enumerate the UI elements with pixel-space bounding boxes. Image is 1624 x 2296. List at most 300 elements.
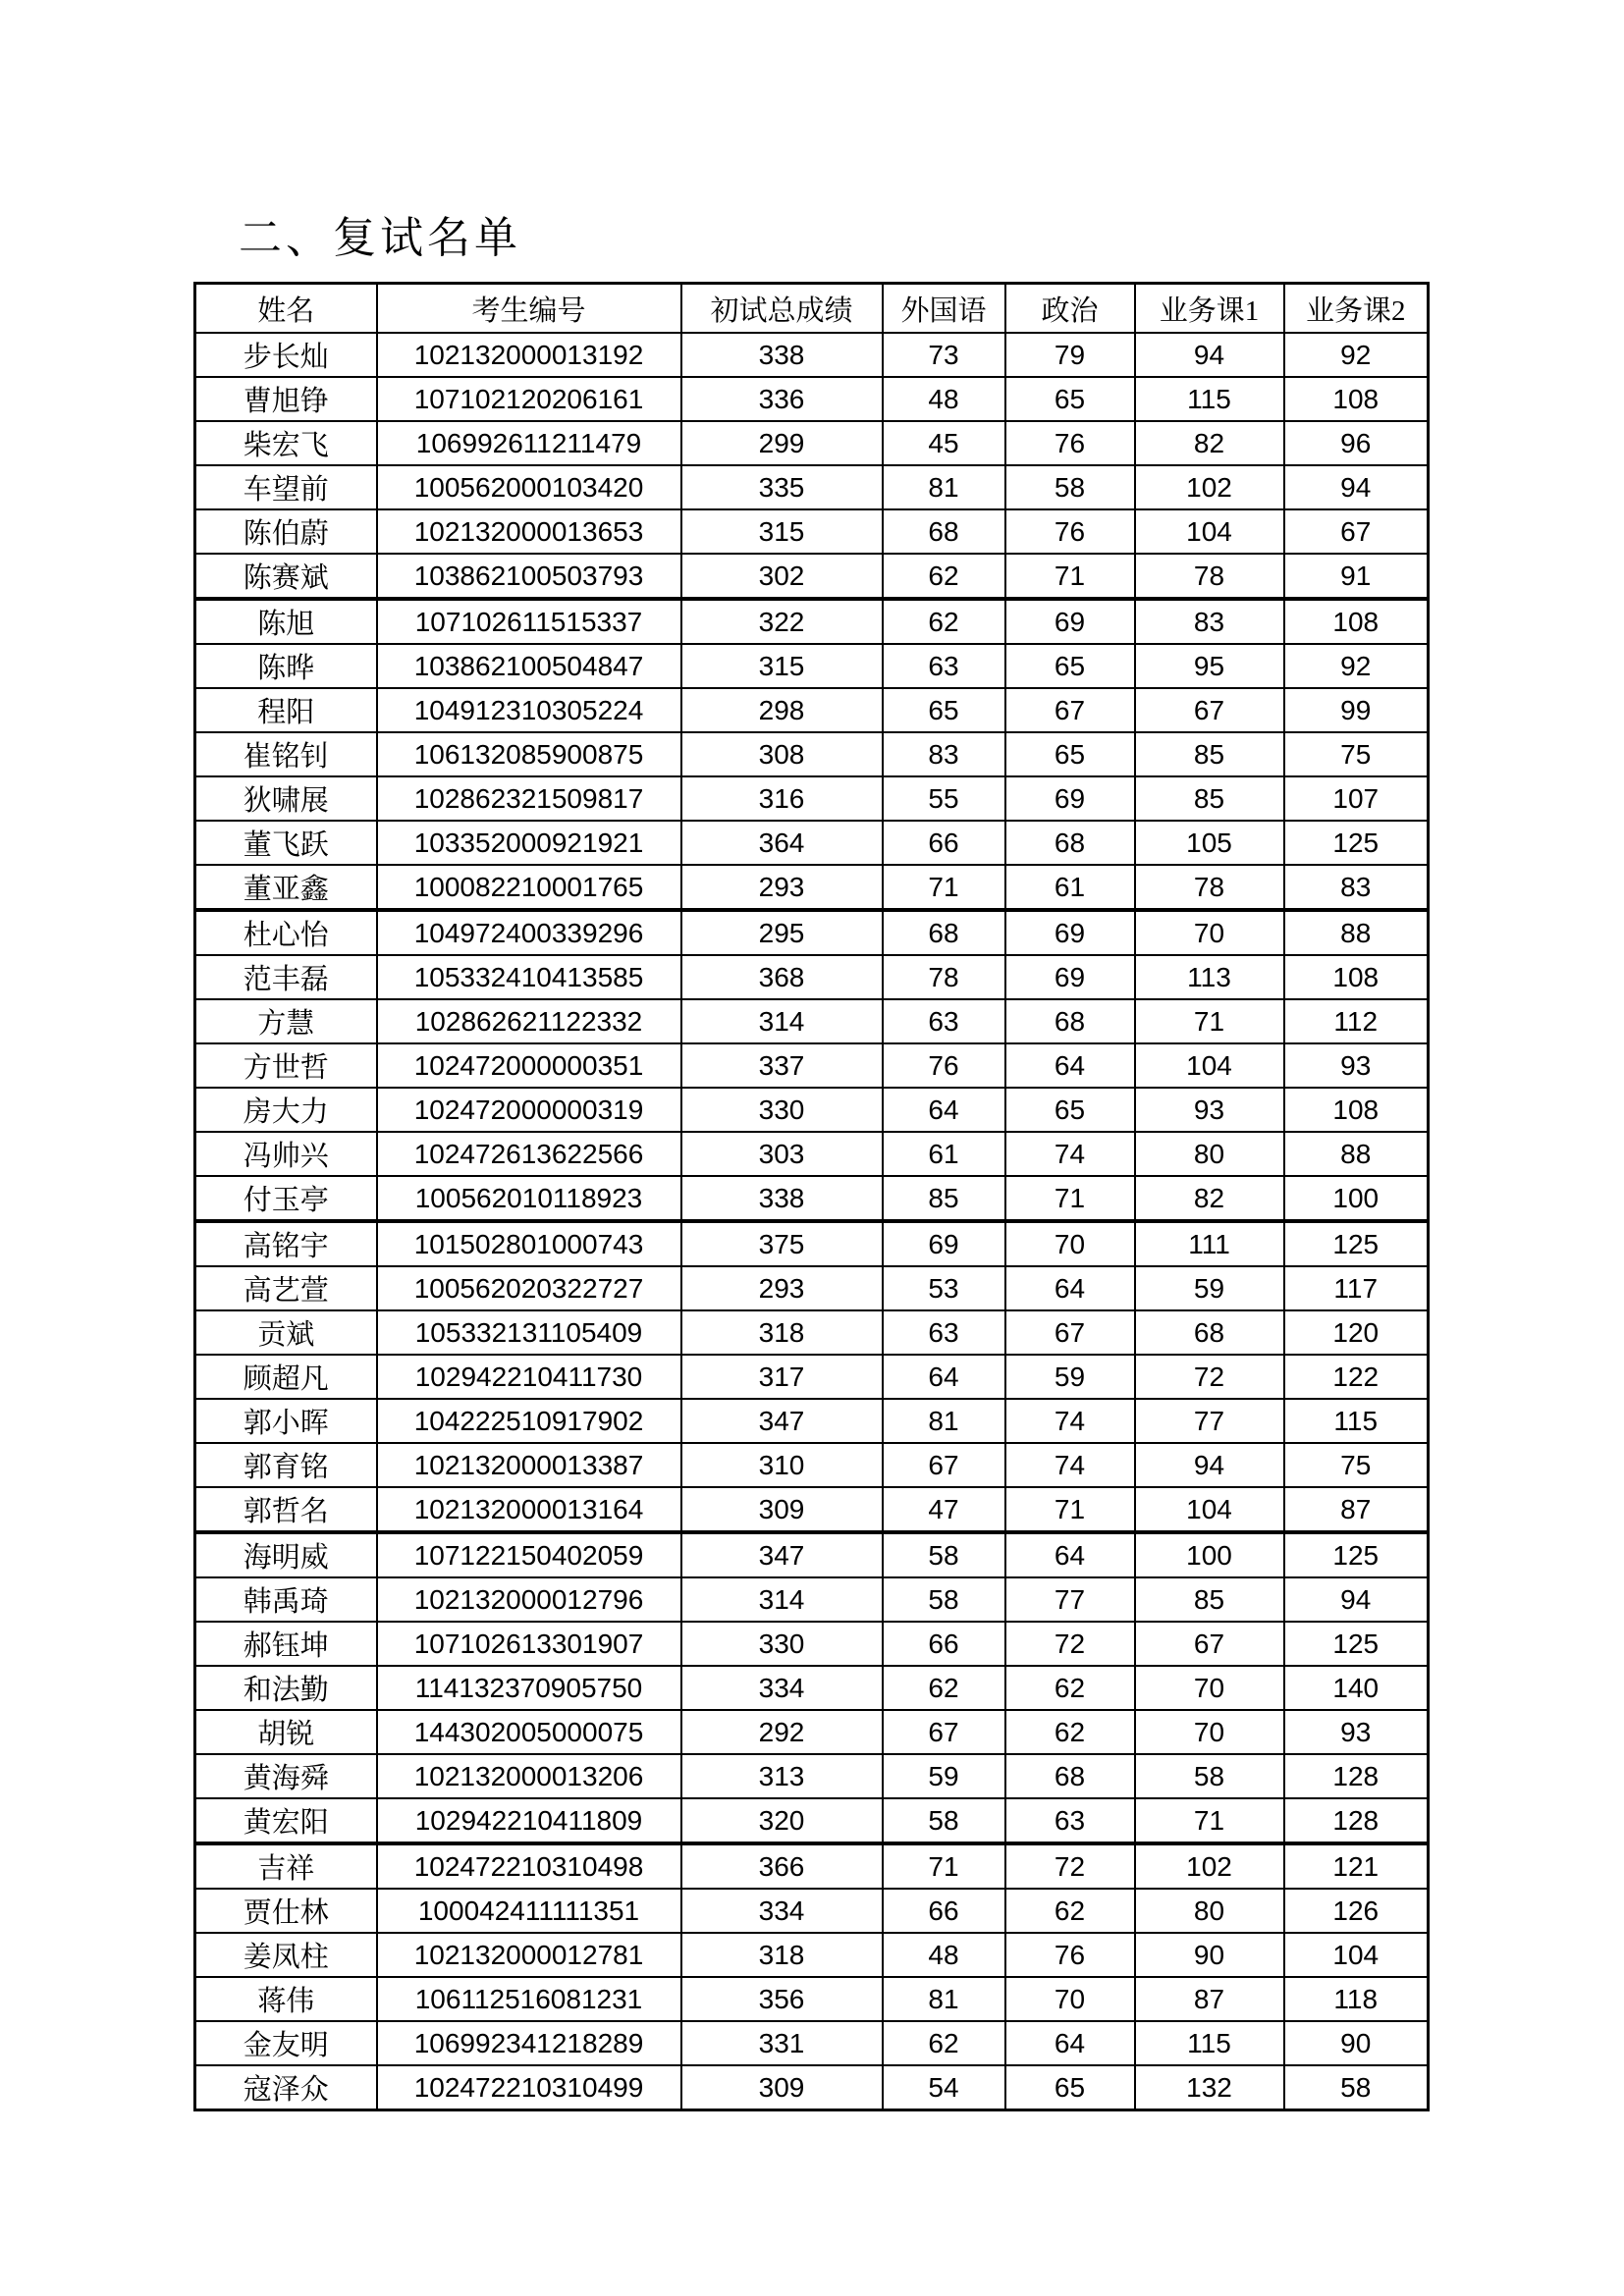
cell-politics: 69 [1005,599,1135,644]
cell-id: 100042411111351 [377,1889,681,1933]
cell-course2: 94 [1284,465,1429,509]
cell-name: 韩禹琦 [195,1577,377,1622]
cell-name: 海明威 [195,1532,377,1577]
table-header [195,284,1429,334]
cell-course1: 83 [1135,599,1284,644]
cell-course2: 94 [1284,1577,1429,1622]
cell-politics: 65 [1005,732,1135,776]
col-header-id: 考生编号 [377,284,681,334]
cell-foreign: 81 [883,465,1005,509]
cell-total: 334 [681,1666,883,1710]
cell-course1: 77 [1135,1399,1284,1443]
cell-total: 356 [681,1977,883,2021]
table-row [195,2021,1429,2065]
cell-course2: 125 [1284,1622,1429,1666]
cell-politics: 65 [1005,1088,1135,1132]
table-row [195,333,1429,377]
cell-foreign: 66 [883,1622,1005,1666]
cell-name: 贡斌 [195,1310,377,1355]
cell-foreign: 62 [883,2021,1005,2065]
cell-politics: 74 [1005,1399,1135,1443]
cell-id: 103352000921921 [377,821,681,865]
cell-id: 102472613622566 [377,1132,681,1176]
cell-course1: 95 [1135,644,1284,688]
cell-course2: 99 [1284,688,1429,732]
cell-id: 102472210310499 [377,2065,681,2110]
cell-politics: 62 [1005,1710,1135,1754]
cell-total: 368 [681,955,883,999]
cell-foreign: 47 [883,1487,1005,1532]
cell-total: 320 [681,1798,883,1843]
cell-foreign: 65 [883,688,1005,732]
cell-course2: 128 [1284,1798,1429,1843]
cell-politics: 64 [1005,2021,1135,2065]
table-row [195,465,1429,509]
cell-politics: 63 [1005,1798,1135,1843]
table-row [195,999,1429,1043]
cell-foreign: 61 [883,1132,1005,1176]
cell-total: 293 [681,865,883,910]
table-row [195,732,1429,776]
cell-total: 314 [681,1577,883,1622]
cell-course1: 113 [1135,955,1284,999]
cell-course1: 82 [1135,421,1284,465]
cell-total: 335 [681,465,883,509]
cell-id: 102862321509817 [377,776,681,821]
cell-foreign: 62 [883,1666,1005,1710]
cell-name: 吉祥 [195,1843,377,1889]
cell-id: 103862100503793 [377,554,681,599]
table-row [195,1754,1429,1798]
table-row [195,955,1429,999]
cell-total: 330 [681,1088,883,1132]
cell-name: 陈旭 [195,599,377,644]
cell-politics: 76 [1005,509,1135,554]
cell-course1: 67 [1135,688,1284,732]
cell-total: 316 [681,776,883,821]
cell-course2: 92 [1284,333,1429,377]
table-row [195,910,1429,955]
cell-total: 336 [681,377,883,421]
table-body [195,333,1429,2110]
table-row [195,1933,1429,1977]
cell-politics: 68 [1005,999,1135,1043]
cell-course2: 126 [1284,1889,1429,1933]
cell-total: 314 [681,999,883,1043]
cell-course2: 125 [1284,1221,1429,1266]
cell-course1: 100 [1135,1532,1284,1577]
cell-foreign: 63 [883,1310,1005,1355]
cell-foreign: 55 [883,776,1005,821]
cell-course1: 78 [1135,554,1284,599]
cell-id: 102132000013206 [377,1754,681,1798]
table-row [195,865,1429,910]
cell-total: 309 [681,1487,883,1532]
cell-name: 程阳 [195,688,377,732]
cell-foreign: 53 [883,1266,1005,1310]
cell-politics: 70 [1005,1221,1135,1266]
cell-foreign: 45 [883,421,1005,465]
cell-id: 102132000012781 [377,1933,681,1977]
cell-course2: 58 [1284,2065,1429,2110]
cell-name: 郭育铭 [195,1443,377,1487]
cell-course2: 121 [1284,1843,1429,1889]
cell-course1: 71 [1135,1798,1284,1843]
cell-politics: 70 [1005,1977,1135,2021]
cell-foreign: 69 [883,1221,1005,1266]
cell-id: 101502801000743 [377,1221,681,1266]
cell-id: 102942210411809 [377,1798,681,1843]
cell-total: 337 [681,1043,883,1088]
cell-course1: 115 [1135,377,1284,421]
cell-politics: 76 [1005,421,1135,465]
cell-course2: 92 [1284,644,1429,688]
cell-foreign: 54 [883,2065,1005,2110]
cell-politics: 74 [1005,1132,1135,1176]
section-title: 二、复试名单 [239,213,521,263]
cell-politics: 65 [1005,377,1135,421]
cell-name: 郝钰坤 [195,1622,377,1666]
cell-id: 104972400339296 [377,910,681,955]
cell-politics: 71 [1005,1487,1135,1532]
col-header-name: 姓名 [195,284,377,334]
cell-name: 陈晔 [195,644,377,688]
cell-course2: 108 [1284,377,1429,421]
cell-politics: 72 [1005,1622,1135,1666]
cell-foreign: 81 [883,1977,1005,2021]
cell-id: 102132000012796 [377,1577,681,1622]
table-row [195,1666,1429,1710]
cell-course2: 140 [1284,1666,1429,1710]
cell-course2: 108 [1284,955,1429,999]
table-row [195,421,1429,465]
table-row [195,1622,1429,1666]
cell-politics: 68 [1005,1754,1135,1798]
cell-foreign: 66 [883,1889,1005,1933]
cell-course2: 122 [1284,1355,1429,1399]
table-row [195,377,1429,421]
cell-total: 309 [681,2065,883,2110]
cell-total: 331 [681,2021,883,2065]
cell-course1: 94 [1135,1443,1284,1487]
cell-course1: 104 [1135,1043,1284,1088]
cell-politics: 62 [1005,1666,1135,1710]
cell-total: 347 [681,1532,883,1577]
cell-id: 106992611211479 [377,421,681,465]
cell-id: 103862100504847 [377,644,681,688]
cell-foreign: 71 [883,865,1005,910]
cell-foreign: 58 [883,1798,1005,1843]
cell-id: 107102613301907 [377,1622,681,1666]
cell-course2: 100 [1284,1176,1429,1221]
cell-foreign: 64 [883,1355,1005,1399]
cell-name: 步长灿 [195,333,377,377]
cell-course2: 87 [1284,1487,1429,1532]
cell-course2: 117 [1284,1266,1429,1310]
cell-id: 102132000013192 [377,333,681,377]
cell-course2: 120 [1284,1310,1429,1355]
cell-politics: 74 [1005,1443,1135,1487]
cell-foreign: 73 [883,333,1005,377]
cell-id: 102472210310498 [377,1843,681,1889]
cell-id: 102132000013387 [377,1443,681,1487]
cell-politics: 65 [1005,644,1135,688]
cell-course1: 85 [1135,776,1284,821]
cell-politics: 65 [1005,2065,1135,2110]
cell-course1: 105 [1135,821,1284,865]
cell-foreign: 48 [883,1933,1005,1977]
cell-course1: 85 [1135,732,1284,776]
cell-name: 冯帅兴 [195,1132,377,1176]
cell-course1: 104 [1135,509,1284,554]
cell-course2: 108 [1284,1088,1429,1132]
cell-politics: 72 [1005,1843,1135,1889]
cell-id: 100082210001765 [377,865,681,910]
col-header-foreign: 外国语 [883,284,1005,334]
cell-id: 102942210411730 [377,1355,681,1399]
cell-id: 114132370905750 [377,1666,681,1710]
cell-total: 308 [681,732,883,776]
cell-name: 董亚鑫 [195,865,377,910]
cell-foreign: 68 [883,509,1005,554]
cell-course1: 87 [1135,1977,1284,2021]
cell-name: 崔铭钊 [195,732,377,776]
cell-course1: 70 [1135,1710,1284,1754]
table-row [195,1487,1429,1532]
cell-total: 315 [681,509,883,554]
cell-total: 317 [681,1355,883,1399]
table-row [195,776,1429,821]
cell-id: 105332131105409 [377,1310,681,1355]
cell-foreign: 66 [883,821,1005,865]
cell-name: 曹旭铮 [195,377,377,421]
cell-course2: 67 [1284,509,1429,554]
table-row [195,821,1429,865]
cell-id: 102472000000351 [377,1043,681,1088]
cell-total: 310 [681,1443,883,1487]
cell-politics: 67 [1005,1310,1135,1355]
table-row [195,1088,1429,1132]
cell-foreign: 62 [883,599,1005,644]
cell-name: 郭哲名 [195,1487,377,1532]
cell-course2: 115 [1284,1399,1429,1443]
cell-course1: 104 [1135,1487,1284,1532]
table-row [195,1221,1429,1266]
cell-name: 范丰磊 [195,955,377,999]
cell-foreign: 64 [883,1088,1005,1132]
cell-foreign: 83 [883,732,1005,776]
cell-total: 338 [681,333,883,377]
col-header-total: 初试总成绩 [681,284,883,334]
table-row [195,1798,1429,1843]
cell-course2: 107 [1284,776,1429,821]
table-row [195,509,1429,554]
cell-course2: 90 [1284,2021,1429,2065]
cell-course1: 93 [1135,1088,1284,1132]
cell-course1: 67 [1135,1622,1284,1666]
table-row [195,1843,1429,1889]
cell-politics: 64 [1005,1043,1135,1088]
table-row [195,688,1429,732]
cell-course2: 125 [1284,821,1429,865]
table-row [195,1355,1429,1399]
cell-foreign: 63 [883,644,1005,688]
cell-course2: 93 [1284,1710,1429,1754]
cell-total: 302 [681,554,883,599]
cell-politics: 69 [1005,955,1135,999]
cell-total: 318 [681,1310,883,1355]
cell-name: 杜心怡 [195,910,377,955]
cell-id: 104912310305224 [377,688,681,732]
cell-course2: 88 [1284,1132,1429,1176]
shortlist-table [193,282,1430,2111]
cell-id: 102472000000319 [377,1088,681,1132]
cell-id: 102862621122332 [377,999,681,1043]
cell-course2: 83 [1284,865,1429,910]
table-row [195,1310,1429,1355]
table-row [195,1399,1429,1443]
cell-total: 322 [681,599,883,644]
cell-course1: 70 [1135,1666,1284,1710]
cell-total: 303 [681,1132,883,1176]
table-row [195,1532,1429,1577]
table-row [195,554,1429,599]
cell-foreign: 68 [883,910,1005,955]
table-row [195,1132,1429,1176]
cell-id: 100562000103420 [377,465,681,509]
cell-foreign: 67 [883,1710,1005,1754]
cell-name: 高艺萱 [195,1266,377,1310]
cell-politics: 69 [1005,910,1135,955]
cell-course2: 88 [1284,910,1429,955]
cell-course2: 125 [1284,1532,1429,1577]
cell-politics: 71 [1005,1176,1135,1221]
cell-course2: 108 [1284,599,1429,644]
cell-foreign: 85 [883,1176,1005,1221]
cell-name: 郭小晖 [195,1399,377,1443]
cell-total: 330 [681,1622,883,1666]
cell-id: 107102120206161 [377,377,681,421]
cell-course1: 71 [1135,999,1284,1043]
table-row [195,1577,1429,1622]
cell-name: 柴宏飞 [195,421,377,465]
cell-foreign: 48 [883,377,1005,421]
cell-course1: 80 [1135,1889,1284,1933]
cell-course2: 104 [1284,1933,1429,1977]
cell-course2: 75 [1284,1443,1429,1487]
cell-total: 334 [681,1889,883,1933]
cell-politics: 69 [1005,776,1135,821]
cell-total: 364 [681,821,883,865]
cell-course1: 58 [1135,1754,1284,1798]
cell-course2: 91 [1284,554,1429,599]
cell-foreign: 76 [883,1043,1005,1088]
cell-foreign: 58 [883,1577,1005,1622]
cell-id: 106132085900875 [377,732,681,776]
cell-total: 315 [681,644,883,688]
cell-politics: 59 [1005,1355,1135,1399]
cell-name: 姜凤柱 [195,1933,377,1977]
cell-foreign: 81 [883,1399,1005,1443]
cell-name: 方慧 [195,999,377,1043]
cell-total: 313 [681,1754,883,1798]
cell-politics: 67 [1005,688,1135,732]
cell-total: 347 [681,1399,883,1443]
cell-course1: 70 [1135,910,1284,955]
cell-name: 房大力 [195,1088,377,1132]
cell-id: 107102611515337 [377,599,681,644]
cell-name: 狄啸展 [195,776,377,821]
cell-course1: 59 [1135,1266,1284,1310]
cell-politics: 64 [1005,1266,1135,1310]
cell-name: 黄海舜 [195,1754,377,1798]
cell-course2: 118 [1284,1977,1429,2021]
cell-total: 295 [681,910,883,955]
table-row [195,1176,1429,1221]
cell-course1: 111 [1135,1221,1284,1266]
cell-course1: 68 [1135,1310,1284,1355]
table-row [195,1443,1429,1487]
cell-foreign: 59 [883,1754,1005,1798]
cell-id: 102132000013164 [377,1487,681,1532]
cell-total: 318 [681,1933,883,1977]
cell-name: 高铭宇 [195,1221,377,1266]
cell-foreign: 58 [883,1532,1005,1577]
cell-name: 董飞跃 [195,821,377,865]
cell-total: 338 [681,1176,883,1221]
col-header-course1: 业务课1 [1135,284,1284,334]
table-row [195,644,1429,688]
cell-course1: 132 [1135,2065,1284,2110]
cell-course1: 85 [1135,1577,1284,1622]
cell-total: 299 [681,421,883,465]
cell-total: 293 [681,1266,883,1310]
cell-total: 375 [681,1221,883,1266]
cell-name: 寇泽众 [195,2065,377,2110]
cell-total: 366 [681,1843,883,1889]
cell-id: 100562020322727 [377,1266,681,1310]
cell-politics: 77 [1005,1577,1135,1622]
cell-id: 106992341218289 [377,2021,681,2065]
cell-course1: 102 [1135,1843,1284,1889]
cell-name: 陈赛斌 [195,554,377,599]
cell-id: 144302005000075 [377,1710,681,1754]
cell-name: 和法勤 [195,1666,377,1710]
cell-course2: 93 [1284,1043,1429,1088]
cell-course1: 78 [1135,865,1284,910]
cell-id: 100562010118923 [377,1176,681,1221]
col-header-politics: 政治 [1005,284,1135,334]
cell-name: 陈伯蔚 [195,509,377,554]
cell-name: 方世哲 [195,1043,377,1088]
cell-course1: 94 [1135,333,1284,377]
cell-politics: 71 [1005,554,1135,599]
table-row [195,1977,1429,2021]
cell-name: 胡锐 [195,1710,377,1754]
table-row [195,1889,1429,1933]
cell-course1: 115 [1135,2021,1284,2065]
cell-course1: 80 [1135,1132,1284,1176]
cell-course1: 82 [1135,1176,1284,1221]
cell-foreign: 78 [883,955,1005,999]
cell-politics: 76 [1005,1933,1135,1977]
cell-id: 107122150402059 [377,1532,681,1577]
cell-course1: 90 [1135,1933,1284,1977]
cell-total: 292 [681,1710,883,1754]
cell-name: 蒋伟 [195,1977,377,2021]
cell-name: 顾超凡 [195,1355,377,1399]
cell-name: 付玉亭 [195,1176,377,1221]
